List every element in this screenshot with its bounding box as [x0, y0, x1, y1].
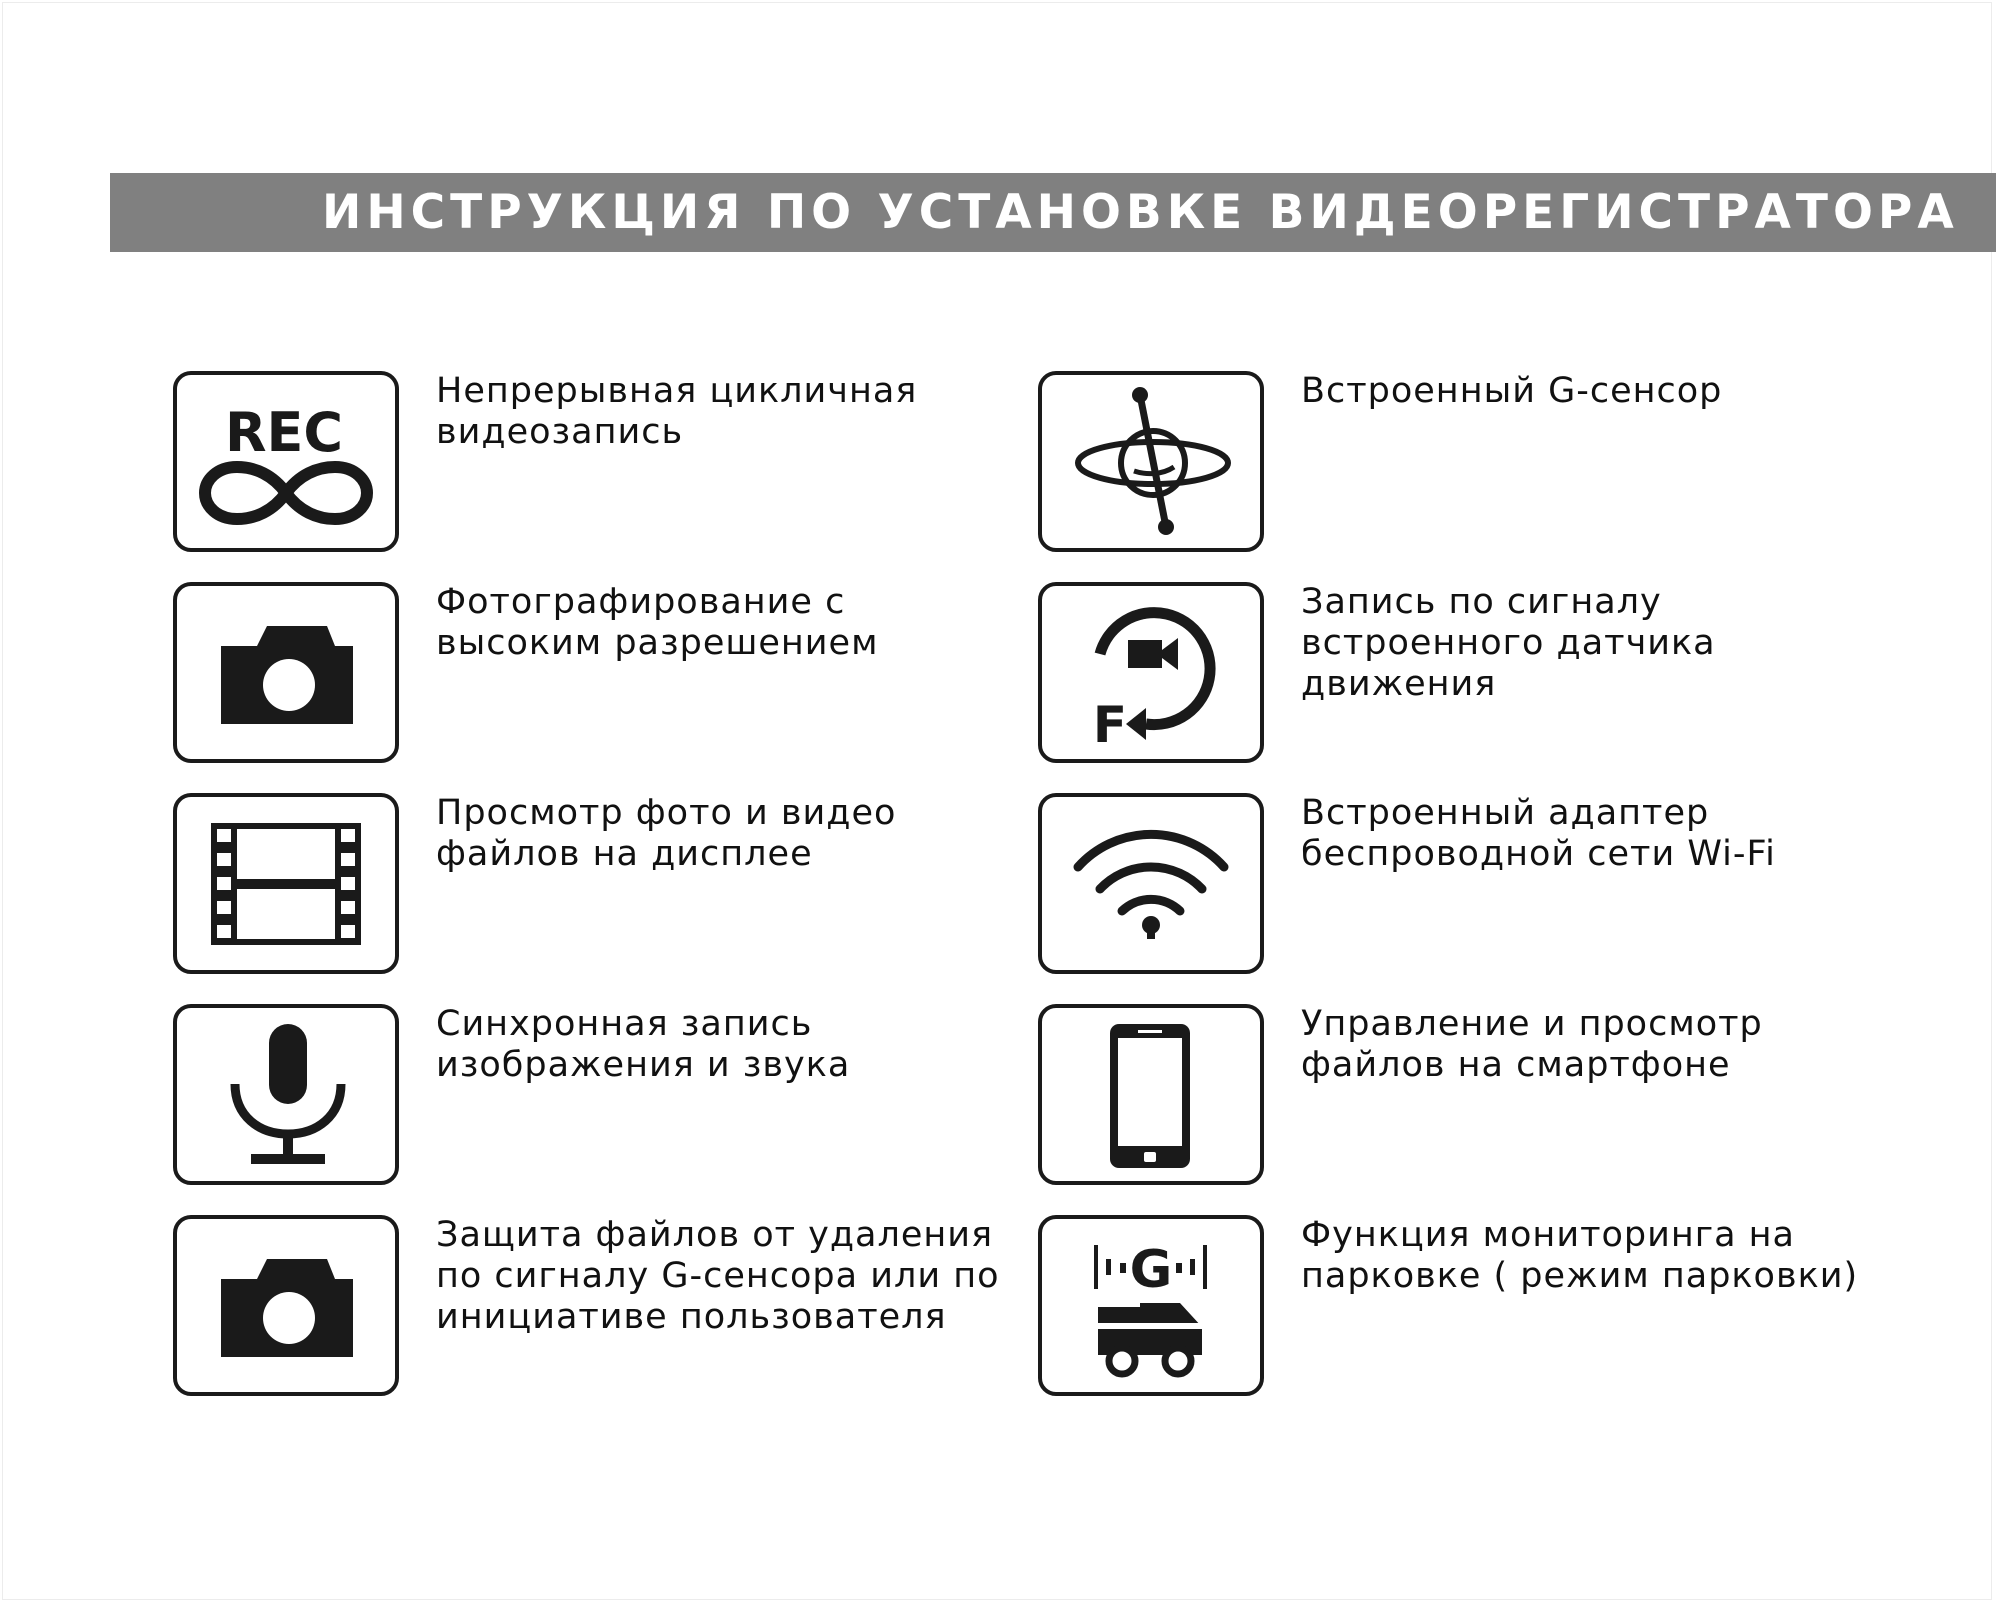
icon-box: [173, 582, 399, 763]
icon-box: [173, 1004, 399, 1185]
icon-box: [173, 1215, 399, 1396]
feature-label: Встроенный G-сенсор: [1301, 371, 1723, 411]
feature-label: Просмотр фото и видео файлов на дисплее: [436, 793, 897, 874]
svg-text:F: F: [1092, 696, 1128, 754]
gyroscope-icon: [1042, 375, 1260, 548]
rec-loop-icon: [177, 375, 395, 548]
wifi-icon: [1042, 797, 1260, 970]
feature-label: Запись по сигналу встроенного датчика движения: [1301, 582, 1716, 704]
icon-box: [173, 793, 399, 974]
icon-box: [1038, 582, 1264, 763]
feature-label: Защита файлов от удаления по сигналу G-сенсора или по инициативе пользователя: [436, 1215, 1000, 1337]
film-strip-icon: [177, 797, 395, 970]
smartphone-icon: [1042, 1008, 1260, 1181]
feature-label: Синхронная запись изображения и звука: [436, 1004, 851, 1085]
svg-text:G: G: [1129, 1240, 1173, 1300]
icon-box: [1038, 1004, 1264, 1185]
camera-icon: [177, 1219, 395, 1392]
feature-label: Функция мониторинга на парковке ( режим парковки): [1301, 1215, 1859, 1296]
page-title: ИНСТРУКЦИЯ ПО УСТАНОВКЕ ВИДЕОРЕГИСТРАТОРА: [322, 185, 1959, 240]
motion-record-icon: [1042, 586, 1260, 759]
parking-monitor-icon: [1042, 1219, 1260, 1392]
camera-icon: [177, 586, 395, 759]
feature-label: Управление и просмотр файлов на смартфоне: [1301, 1004, 1763, 1085]
icon-box: [173, 371, 399, 552]
microphone-icon: [177, 1008, 395, 1181]
icon-box: [1038, 793, 1264, 974]
icon-box: [1038, 371, 1264, 552]
feature-label: Непрерывная цикличная видеозапись: [436, 371, 918, 452]
icon-box: [1038, 1215, 1264, 1396]
feature-label: Встроенный адаптер беспроводной сети Wi-Fi: [1301, 793, 1776, 874]
feature-label: Фотографирование с высоким разрешением: [436, 582, 879, 663]
header-bar: [110, 173, 1996, 252]
svg-text:REC: REC: [224, 401, 344, 464]
